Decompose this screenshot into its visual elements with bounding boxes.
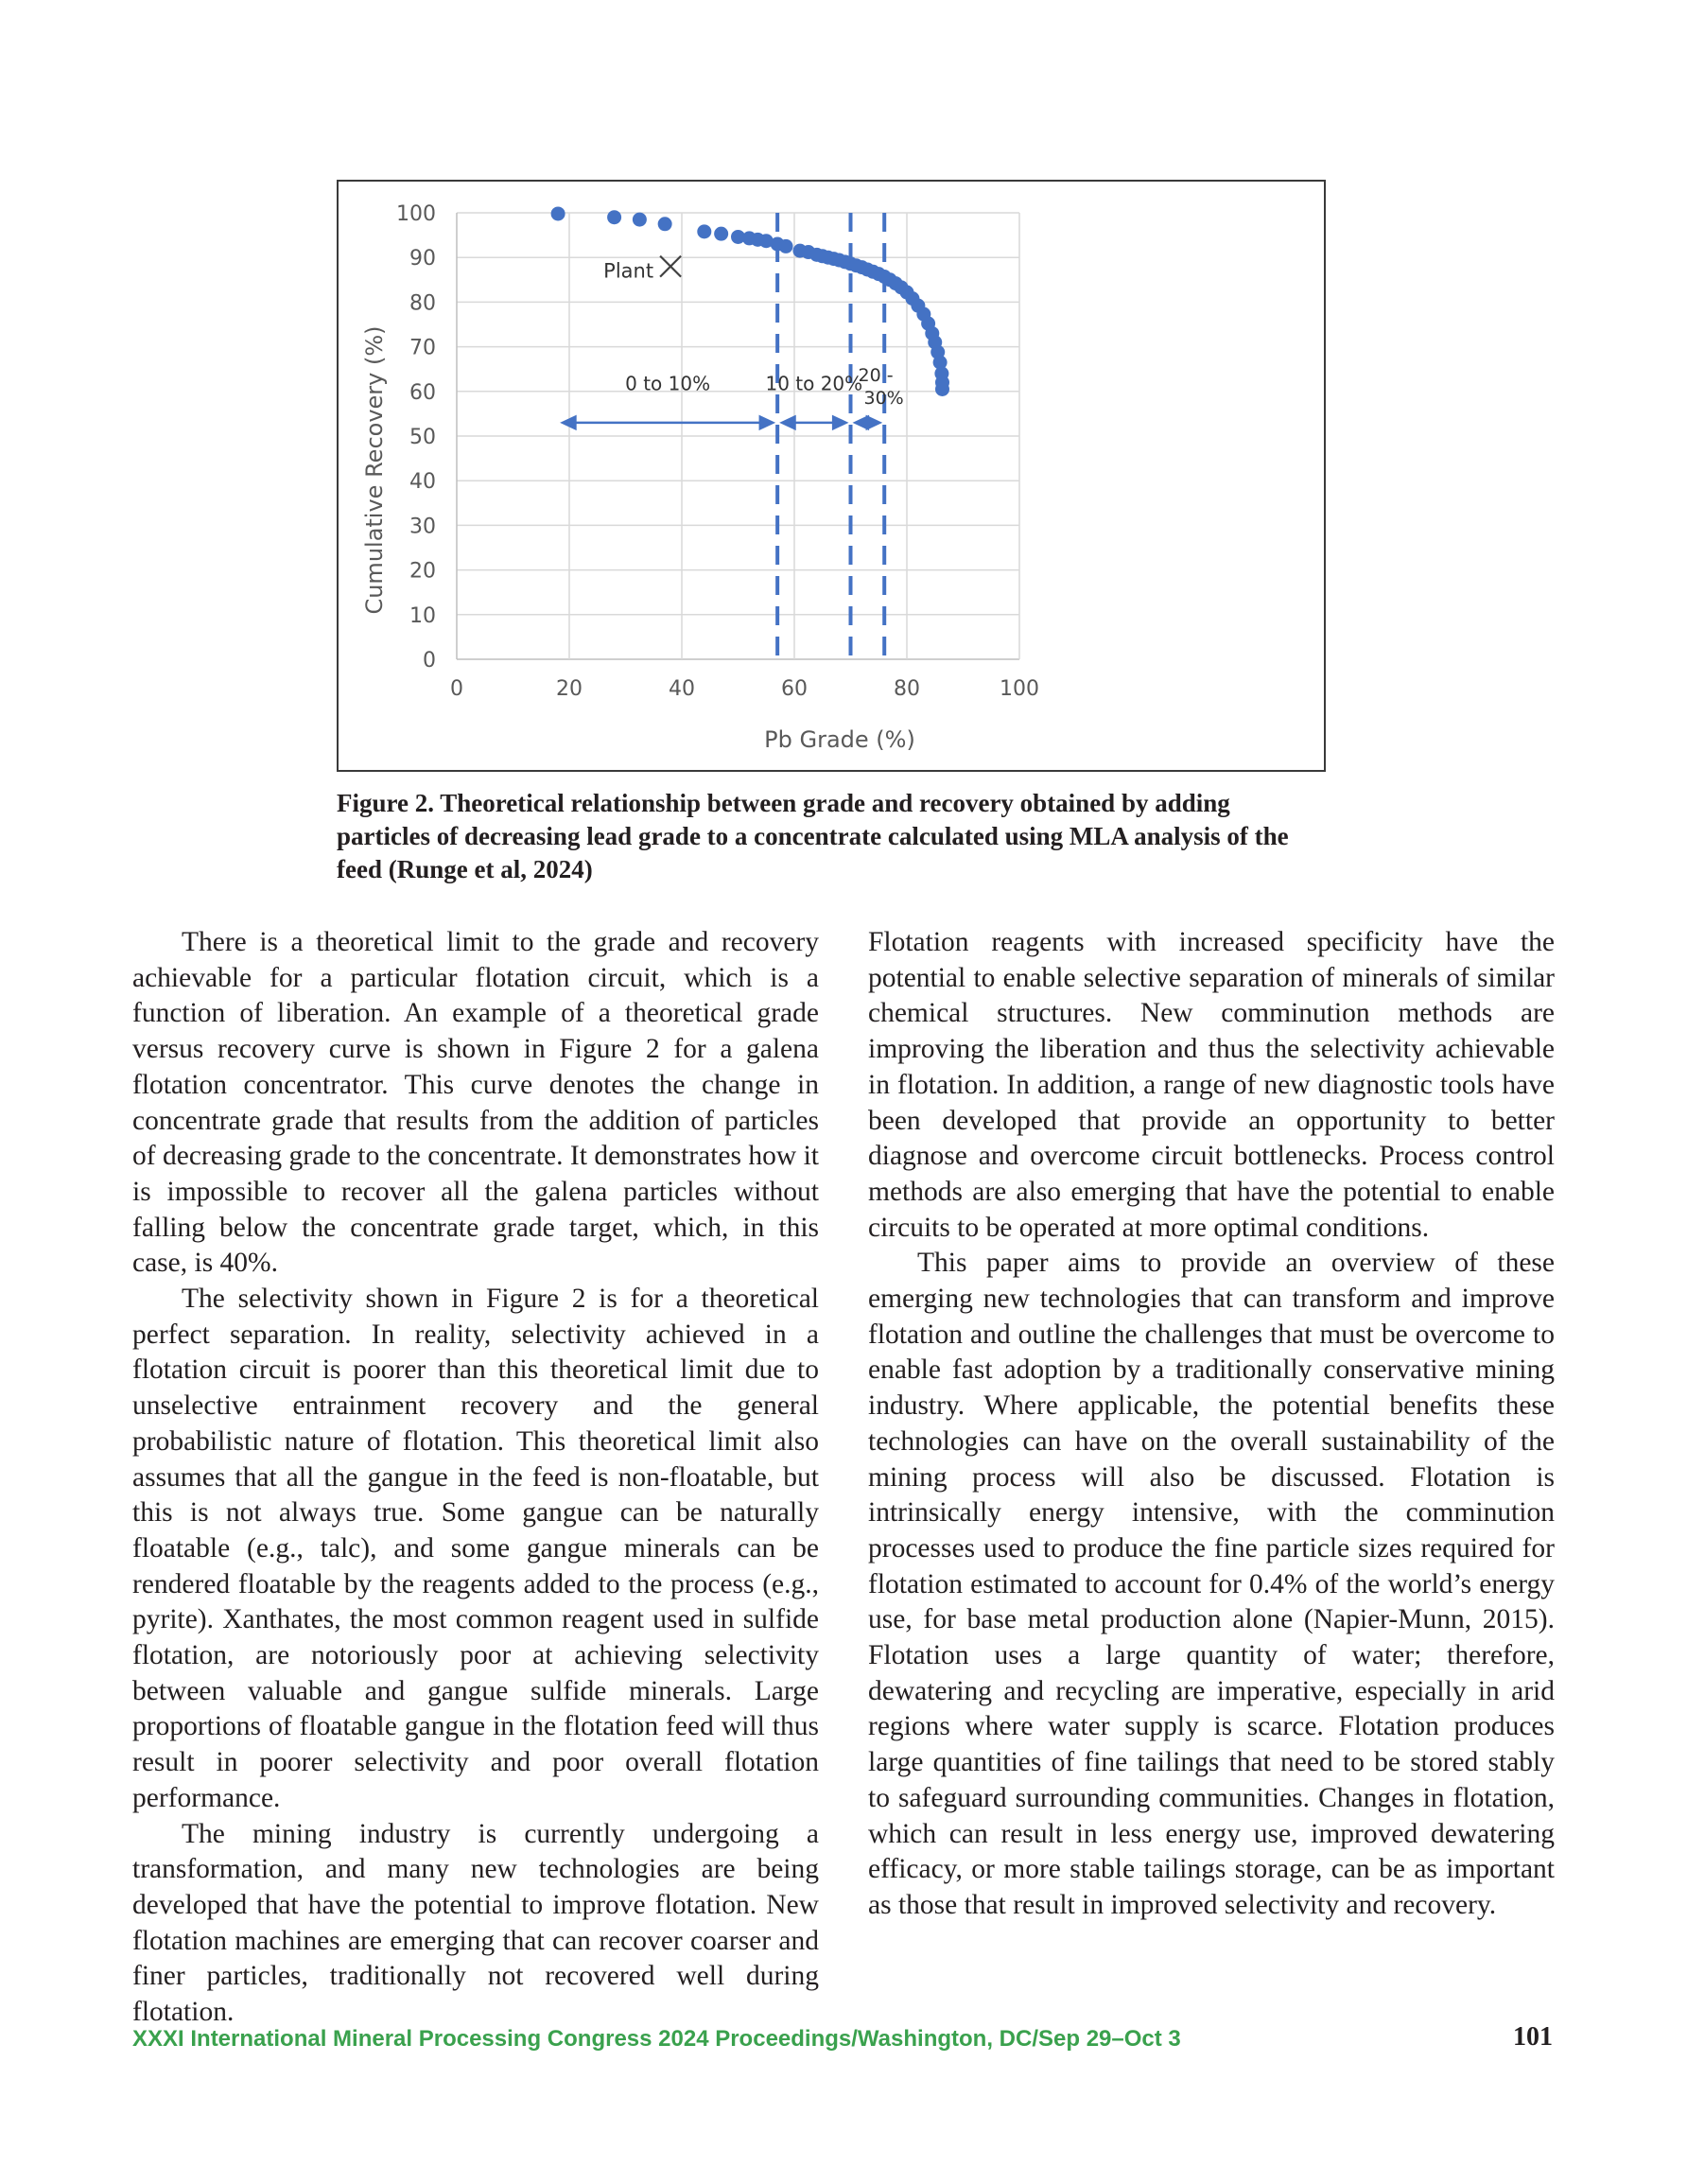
body-paragraph: There is a theoretical limit to the grade and recovery achievable for a particular flotation circuit, which is a function of liberation. An example of a theoretical grade versus recovery curve is shown in Figure 2 for a galena flotation concentrator. This curve denotes the change in concentrate grade that results from the addition of particles of decreasing grade to the concentrate. It demonstrates how it is impossible to recover all the galena particles without falling below the concentrate grade target, which, in this case, is 40%.	[132, 927, 819, 1279]
y-tick-label: 10	[409, 603, 436, 628]
range-label: 30%	[863, 387, 904, 409]
x-tick-label: 40	[669, 677, 695, 701]
range-label: 20 -	[858, 364, 894, 386]
grade-recovery-chart	[339, 182, 1324, 770]
y-tick-label: 100	[396, 202, 436, 226]
body-paragraph: The selectivity shown in Figure 2 is for a theoretical perfect separation. In reality, selectivity achieved in a flotation circuit is poorer than this theoretical limit due to unselective entrainment recovery and the general probabilistic nature of flotation. This theoretical limit also assumes that all the gangue in the feed is non-floatable, but this is not always true. Some gangue can be naturally floatable (e.g., talc), and some gangue minerals can be rendered floatable by the reagents added to the process (e.g., pyrite). Xanthates, the most common reagent used in sulfide flotation, are notoriously poor at achieving selectivity between valuable and gangue sulfide minerals. Large proportions of floatable gangue in the flotation feed will thus result in poorer selectivity and poor overall flotation performance.	[132, 1284, 819, 1813]
footer-conference: XXXI International Mineral Processing Congress 2024 Proceedings/Washington, DC/Sep 29–Oct 3	[132, 2026, 1181, 2052]
y-tick-label: 60	[409, 380, 436, 405]
plant-label: Plant	[603, 259, 654, 283]
range-label: 0 to 10%	[625, 372, 711, 395]
data-point	[633, 213, 647, 227]
range-label: 10 to 20%	[765, 372, 863, 395]
y-tick-label: 90	[409, 247, 436, 271]
data-point	[779, 239, 793, 253]
arrow-head	[866, 415, 883, 431]
y-tick-label: 70	[409, 336, 436, 360]
arrow-head	[779, 415, 796, 431]
body-paragraph: This paper aims to provide an overview of these emerging new technologies that can transform and improve flotation and outline the challenges that must be overcome to enable fast adoption by a traditionally conservative mining industry. Where applicable, the potential benefits these technologies can have on the overall sustainability of the mining process will also be discussed. Flotation is intrinsically energy intensive, with the comminution processes used to produce the fine particle sizes required for flotation estimated to account for 0.4% of the world’s energy use, for base metal production alone (Napier-Munn, 2015). Flotation uses a large quantity of water; therefore, dewatering and recycling are imperative, especially in arid regions where water supply is scarce. Flotation produces large quantities of fine tailings that need to be stored stably to safeguard surrounding communities. Changes in flotation, which can result in less energy use, improved dewatering efficacy, or more stable tailings storage, can be as important as those that result in improved selectivity and recovery.	[868, 1248, 1555, 1920]
body-paragraph: Flotation reagents with increased specificity have the potential to enable selective separation of minerals of similar chemical structures. New comminution methods are improving the liberation and thus the selectivity achievable in flotation. In addition, a range of new diagnostic tools have been developed that provide an opportunity to better diagnose and overcome circuit bottlenecks. Process control methods are also emerging that have the potential to enable circuits to be operated at more optimal conditions.	[868, 927, 1555, 1243]
arrow-head	[560, 415, 577, 431]
body-paragraph: The mining industry is currently undergoing a transformation, and many new technologies are being developed that have the potential to improve flotation. New flotation machines are emerging that can recover coarser and finer particles, traditionally not recovered well during flotation.	[132, 1818, 819, 2028]
data-point	[658, 217, 672, 231]
figure-chart	[337, 180, 1326, 772]
y-tick-label: 30	[409, 515, 436, 539]
x-tick-label: 100	[1000, 677, 1039, 701]
x-tick-label: 0	[450, 677, 463, 701]
body-column-left	[132, 925, 819, 2031]
x-tick-label: 60	[781, 677, 808, 701]
y-tick-label: 40	[409, 470, 436, 495]
arrow-head	[832, 415, 849, 431]
y-tick-label: 50	[409, 426, 436, 449]
data-point	[697, 224, 711, 238]
body-column-right	[868, 925, 1555, 1924]
data-point	[607, 210, 621, 224]
y-tick-label: 20	[409, 559, 436, 584]
plant-x-marker	[660, 256, 681, 277]
x-tick-label: 20	[556, 677, 583, 701]
y-tick-label: 80	[409, 291, 436, 316]
data-point	[935, 382, 949, 396]
page-number: 101	[1513, 2022, 1553, 2052]
y-tick-label: 0	[423, 649, 436, 673]
x-tick-label: 80	[894, 677, 920, 701]
y-axis-label: Cumulative Recovery (%)	[361, 325, 388, 615]
x-axis-label: Pb Grade (%)	[764, 726, 915, 753]
data-point	[714, 227, 728, 241]
data-point	[551, 206, 565, 220]
figure-caption: Figure 2. Theoretical relationship between grade and recovery obtained by adding particles of decreasing lead grade to a concentrate calculated using MLA analysis of the feed (Runge et al, 2024)	[337, 789, 1289, 883]
arrow-head	[759, 415, 776, 431]
